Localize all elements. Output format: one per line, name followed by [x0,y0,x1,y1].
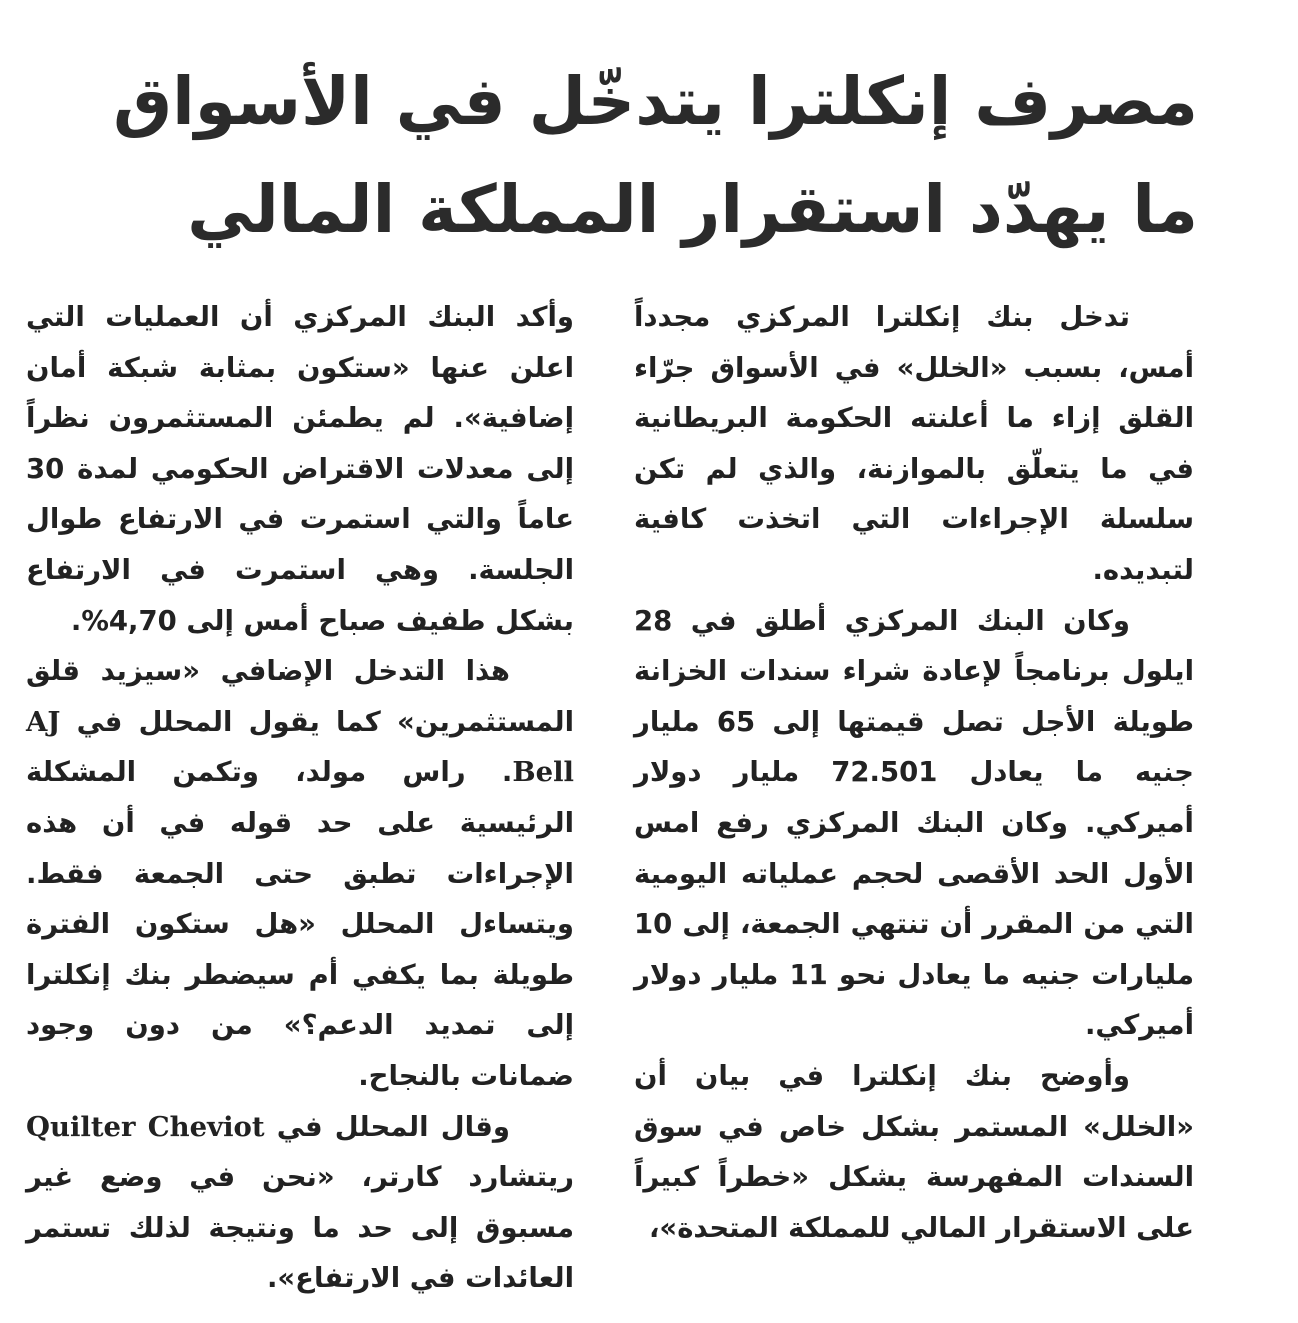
right-paragraph-1: تدخل بنك إنكلترا المركزي مجدداً أمس، بسبب «الخلل» في الأسواق جرّاء القلق إزاء ما أعلنته الحكومة البريطانية في ما يتعلّق بالموازنة، والذي لم تكن سلسلة الإجراءات التي اتخذت كافية لتبديده. [634,301,1194,586]
article-column-left [26,292,574,1304]
left-paragraph-3-source-name: Quilter Cheviot [26,1110,265,1143]
left-paragraph-2-source-name: AJ Bell [26,705,574,789]
headline-line-1: مصرف إنكلترا يتدخّل في الأسواق [113,63,1198,140]
left-paragraph-3-text-b: ريتشارد كارتر، «نحن في وضع غير مسبوق إلى حد ما ونتيجة لذلك تستمر العائدات في الارتفاع». [26,1161,574,1295]
right-paragraph-3: وأوضح بنك إنكلترا في بيان أن «الخلل» المستمر بشكل خاص في سوق السندات المفهرسة يشكل «خطراً كبيراً على الاستقرار المالي للمملكة المتحدة»، [634,1059,1194,1244]
headline-line-2: ما يهدّد استقرار المملكة المالي [187,171,1198,248]
left-paragraph-2-text-b: . راس مولد، وتكمن المشكلة الرئيسية على حد قوله في أن هذه الإجراءات تطبق حتى الجمعة فقط. ويتساءل المحلل «هل ستكون الفترة طويلة بما يكفي أم سيضطر بنك إنكلترا إلى تمديد الدعم؟» من دون وجود ضمانات بالنجاح. [26,756,574,1092]
left-paragraph-2-text-a: هذا التدخل الإضافي «سيزيد قلق المستثمرين» كما يقول المحلل في [26,655,574,738]
article-column-right [634,292,1194,1253]
article-headline [113,48,1198,264]
left-paragraph-1: وأكد البنك المركزي أن العمليات التي اعلن عنها «ستكون بمثابة شبكة أمان إضافية». لم يطمئن المستثمرون نظراً إلى معدلات الاقتراض الحكومي لمدة 30 عاماً والتي استمرت في الارتفاع طوال الجلسة. وهي استمرت في الارتفاع بشكل طفيف صباح أمس إلى 4,70%. [26,301,574,637]
left-paragraph-3-text-a: وقال المحلل في [276,1110,511,1143]
right-paragraph-2: وكان البنك المركزي أطلق في 28 ايلول برنامجاً لإعادة شراء سندات الخزانة طويلة الأجل تصل قيمتها إلى 65 مليار جنيه ما يعادل 72.501 مليار دولار أميركي. وكان البنك المركزي رفع امس الأول الحد الأقصى لحجم عملياته اليومية التي من المقرر أن تنتهي الجمعة، إلى 10 مليارات جنيه ما يعادل نحو 11 مليار دولار أميركي. [634,604,1194,1042]
left-paragraph-3 [26,1102,574,1304]
left-paragraph-2 [26,646,574,1101]
